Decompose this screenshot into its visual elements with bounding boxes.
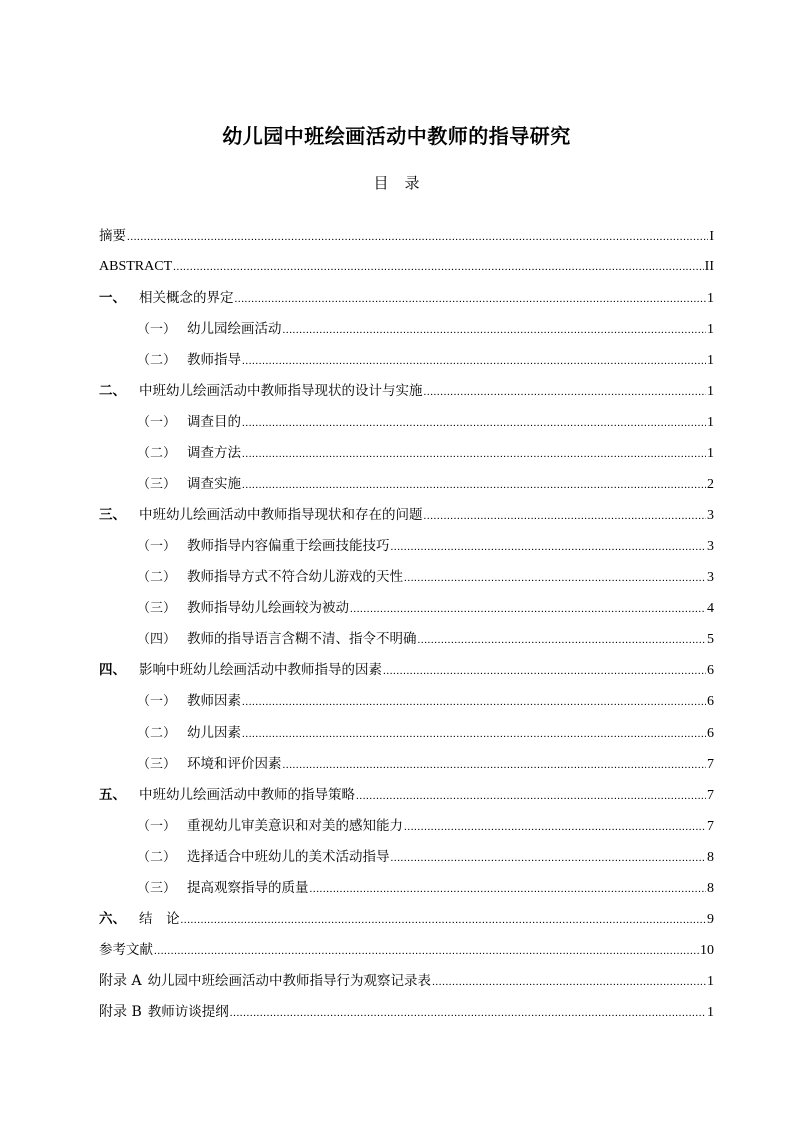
dot-leader	[383, 660, 706, 682]
toc-page-number: 1	[707, 291, 714, 307]
toc-entry-text: 结 论	[139, 910, 180, 927]
dot-leader	[242, 412, 706, 434]
toc-entry-text: 选择适合中班幼儿的美术活动指导	[187, 848, 390, 865]
toc-entry-subsection[interactable]	[99, 753, 714, 784]
toc-entry-text: 调查目的	[187, 414, 241, 431]
toc-page-number: 4	[707, 601, 714, 617]
dot-leader	[310, 878, 707, 900]
toc-page-number: 1	[707, 1004, 714, 1020]
toc-entry-text: 中班幼儿绘画活动中教师指导现状和存在的问题	[139, 507, 423, 524]
toc-entry-appendix-b[interactable]	[99, 1001, 714, 1032]
document-title: 幼儿园中班绘画活动中教师的指导研究	[222, 124, 571, 149]
toc-entry-subsection[interactable]	[99, 846, 714, 877]
dot-leader	[127, 226, 708, 248]
toc-page-number: I	[709, 229, 714, 244]
toc-page-number: II	[704, 259, 714, 275]
toc-entry-number: （一）	[137, 694, 177, 710]
toc-entry-text: 教师指导幼儿绘画较为被动	[187, 600, 349, 617]
toc-entry-number: 六、	[99, 910, 126, 927]
toc-entry-section-5[interactable]	[99, 784, 714, 815]
toc-entry-number: 二、	[99, 383, 126, 400]
toc-page-number: 8	[707, 880, 714, 896]
toc-entry-section-1[interactable]	[99, 287, 714, 318]
toc-page-number: 3	[707, 508, 714, 524]
toc-entry-appendix-a[interactable]	[99, 970, 714, 1001]
dot-leader	[173, 256, 704, 278]
toc-page-number: 7	[707, 756, 714, 772]
toc-page-number: 6	[707, 694, 714, 710]
toc-entry-number: （三）	[137, 601, 177, 617]
toc-entry-subsection[interactable]	[99, 318, 714, 349]
toc-entry-number: （三）	[137, 880, 177, 896]
toc-entry-subsection[interactable]	[99, 473, 714, 504]
toc-entry-subsection[interactable]	[99, 411, 714, 442]
toc-page-number: 1	[707, 446, 714, 462]
toc-entry-number: （一）	[137, 415, 177, 431]
toc-page-number: 7	[707, 818, 714, 834]
toc-entry-references[interactable]	[99, 939, 714, 970]
toc-entry-text: 教师指导方式不符合幼儿游戏的天性	[187, 569, 403, 586]
toc-page-number: 7	[707, 787, 714, 803]
table-of-contents	[99, 225, 714, 1032]
toc-entry-section-2[interactable]	[99, 380, 714, 411]
toc-entry-subsection[interactable]	[99, 628, 714, 659]
toc-entry-subsection[interactable]	[99, 722, 714, 753]
toc-entry-text: 影响中班幼儿绘画活动中教师指导的因素	[139, 662, 382, 679]
dot-leader	[283, 754, 707, 776]
toc-entry-number: （三）	[137, 477, 177, 493]
dot-leader	[181, 909, 707, 931]
toc-page-number: 1	[707, 973, 714, 989]
toc-entry-number: （二）	[137, 446, 177, 462]
toc-entry-section-3[interactable]	[99, 504, 714, 535]
toc-page-number: 1	[707, 353, 714, 369]
toc-entry-abstract-en[interactable]	[99, 256, 714, 287]
toc-page-number: 1	[707, 322, 714, 338]
toc-entry-subsection[interactable]	[99, 877, 714, 908]
toc-entry-subsection[interactable]	[99, 597, 714, 628]
toc-entry-number: （四）	[137, 632, 177, 648]
toc-entry-text: 教师访谈提纲	[147, 1003, 229, 1020]
dot-leader	[391, 847, 707, 869]
toc-heading	[0, 172, 793, 194]
toc-entry-text: 参考文献	[99, 941, 153, 958]
toc-entry-number: （二）	[137, 849, 177, 865]
toc-entry-subsection[interactable]	[99, 815, 714, 846]
toc-entry-number: 四、	[99, 662, 126, 679]
toc-entry-text: 重视幼儿审美意识和对美的感知能力	[187, 817, 403, 834]
dot-leader	[350, 598, 706, 620]
toc-entry-subsection[interactable]	[99, 690, 714, 721]
toc-page-number: 5	[707, 632, 714, 648]
toc-entry-text: 环境和评价因素	[187, 755, 282, 772]
toc-page-number: 9	[707, 911, 714, 927]
toc-entry-number: 附录 B	[99, 1003, 142, 1020]
toc-page-number: 3	[707, 570, 714, 586]
toc-entry-text: 中班幼儿绘画活动中教师指导现状的设计与实施	[139, 383, 423, 400]
toc-entry-subsection[interactable]	[99, 566, 714, 597]
dot-leader	[432, 971, 706, 993]
toc-entry-text: 教师因素	[187, 693, 241, 710]
toc-entry-number: （二）	[137, 353, 177, 369]
toc-entry-number: 三、	[99, 507, 126, 524]
toc-entry-subsection[interactable]	[99, 442, 714, 473]
toc-entry-text: 教师指导	[187, 352, 241, 369]
toc-heading-char: 录	[404, 174, 420, 192]
toc-entry-text: 中班幼儿绘画活动中教师的指导策略	[139, 786, 355, 803]
toc-entry-text: ABSTRACT	[99, 259, 173, 275]
toc-entry-subsection[interactable]	[99, 349, 714, 380]
toc-page-number: 8	[707, 849, 714, 865]
dot-leader	[242, 443, 706, 465]
toc-entry-number: （一）	[137, 322, 177, 338]
dot-leader	[356, 785, 706, 807]
toc-entry-text: 教师的指导语言含糊不清、指令不明确	[187, 631, 417, 648]
dot-leader	[242, 350, 706, 372]
dot-leader	[424, 381, 707, 403]
dot-leader	[154, 940, 699, 962]
toc-entry-text: 调查实施	[187, 476, 241, 493]
toc-heading-char: 目	[373, 174, 389, 192]
toc-entry-number: （一）	[137, 539, 177, 555]
toc-entry-number: （三）	[137, 756, 177, 772]
toc-page-number: 2	[707, 477, 714, 493]
dot-leader	[404, 567, 706, 589]
toc-entry-text: 提高观察指导的质量	[187, 879, 309, 896]
toc-entry-number: 五、	[99, 786, 126, 803]
toc-entry-text: 幼儿因素	[187, 724, 241, 741]
toc-entry-subsection[interactable]	[99, 535, 714, 566]
dot-leader	[418, 629, 707, 651]
toc-entry-number: （二）	[137, 725, 177, 741]
toc-entry-number: （一）	[137, 818, 177, 834]
dot-leader	[391, 536, 707, 558]
toc-entry-text: 幼儿园中班绘画活动中教师指导行为观察记录表	[147, 972, 432, 989]
dot-leader	[235, 288, 707, 310]
dot-leader	[404, 816, 706, 838]
toc-page-number: 6	[707, 663, 714, 679]
toc-entry-text: 调查方法	[187, 445, 241, 462]
toc-page-number: 1	[707, 415, 714, 431]
toc-entry-text: 相关概念的界定	[139, 290, 234, 307]
toc-entry-number: （二）	[137, 570, 177, 586]
dot-leader	[230, 1002, 706, 1024]
toc-entry-text: 教师指导内容偏重于绘画技能技巧	[187, 538, 390, 555]
toc-entry-abstract-cn[interactable]	[99, 225, 714, 256]
toc-entry-section-6[interactable]	[99, 908, 714, 939]
dot-leader	[424, 505, 707, 527]
toc-page-number: 6	[707, 725, 714, 741]
toc-entry-section-4[interactable]	[99, 659, 714, 690]
dot-leader	[242, 474, 706, 496]
dot-leader	[283, 319, 707, 341]
toc-entry-text: 幼儿园绘画活动	[187, 321, 282, 338]
dot-leader	[242, 691, 706, 713]
toc-page-number: 1	[707, 384, 714, 400]
dot-leader	[242, 723, 706, 745]
toc-entry-text: 摘要	[99, 228, 126, 244]
toc-entry-number: 附录 A	[99, 972, 142, 989]
toc-page-number: 3	[707, 539, 714, 555]
toc-entry-number: 一、	[99, 290, 126, 307]
toc-page-number: 10	[700, 942, 714, 958]
